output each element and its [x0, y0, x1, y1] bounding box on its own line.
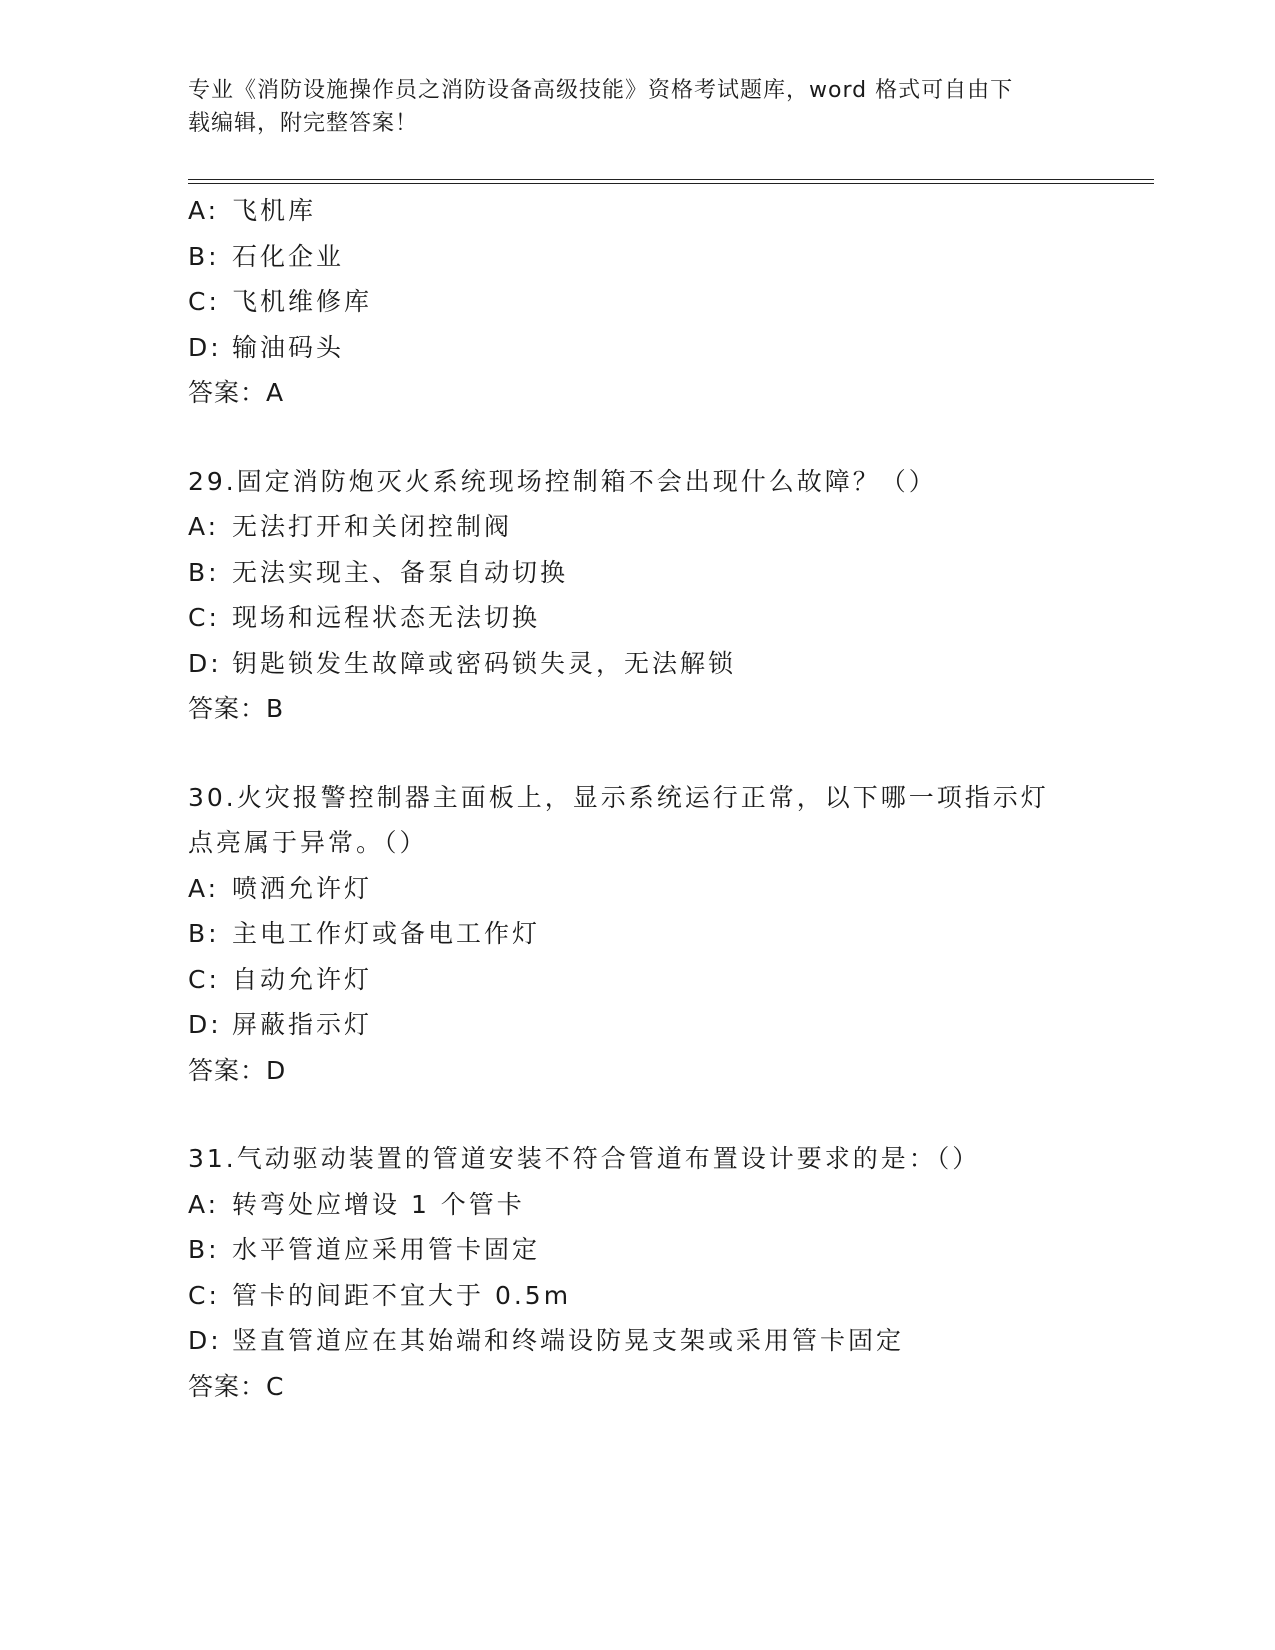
question-block-prev	[188, 188, 1088, 416]
option-c: C: 飞机维修库	[188, 287, 373, 316]
header-rule-bottom	[188, 183, 1154, 184]
header-line-1: 专业《消防设施操作员之消防设备高级技能》资格考试题库，word 格式可自由下	[188, 78, 1014, 103]
question-list	[188, 188, 1088, 1409]
question-text-continued: 点亮属于异常。（）	[188, 828, 428, 857]
option-b: B: 主电工作灯或备电工作灯	[188, 919, 541, 948]
option-a: A: 转弯处应增设 1 个管卡	[188, 1189, 525, 1219]
question-block-29	[188, 459, 1088, 732]
option-a: A: 无法打开和关闭控制阀	[188, 512, 513, 541]
option-d: D: 钥匙锁发生故障或密码锁失灵，无法解锁	[188, 648, 737, 678]
option-d: D: 竖直管道应在其始端和终端设防晃支架或采用管卡固定	[188, 1326, 905, 1355]
question-block-31	[188, 1136, 1088, 1409]
option-c: C: 自动允许灯	[188, 964, 373, 994]
header-rule-top	[188, 179, 1154, 180]
option-b: B: 石化企业	[188, 241, 345, 271]
question-block-30	[188, 775, 1088, 1094]
option-d: D: 屏蔽指示灯	[188, 1010, 373, 1039]
option-d: D: 输油码头	[188, 332, 345, 362]
answer-line: 答案：D	[188, 1055, 287, 1085]
answer-line: 答案：C	[188, 1371, 285, 1401]
question-text: 31.气动驱动装置的管道安装不符合管道布置设计要求的是：（）	[188, 1144, 981, 1173]
header-line-2: 载编辑，附完整答案！	[188, 111, 419, 136]
option-c: C: 管卡的间距不宜大于 0.5m	[188, 1280, 572, 1310]
option-b: B: 水平管道应采用管卡固定	[188, 1235, 541, 1264]
answer-line: 答案：A	[188, 378, 285, 407]
option-a: A: 喷洒允许灯	[188, 873, 373, 903]
document-header	[188, 74, 1068, 140]
question-text: 29.固定消防炮灭火系统现场控制箱不会出现什么故障？（）	[188, 466, 937, 496]
option-c: C: 现场和远程状态无法切换	[188, 603, 541, 632]
option-a: A: 飞机库	[188, 196, 317, 225]
answer-line: 答案：B	[188, 694, 285, 723]
question-text: 30.火灾报警控制器主面板上，显示系统运行正常，以下哪一项指示灯	[188, 782, 1049, 812]
option-b: B: 无法实现主、备泵自动切换	[188, 557, 569, 587]
